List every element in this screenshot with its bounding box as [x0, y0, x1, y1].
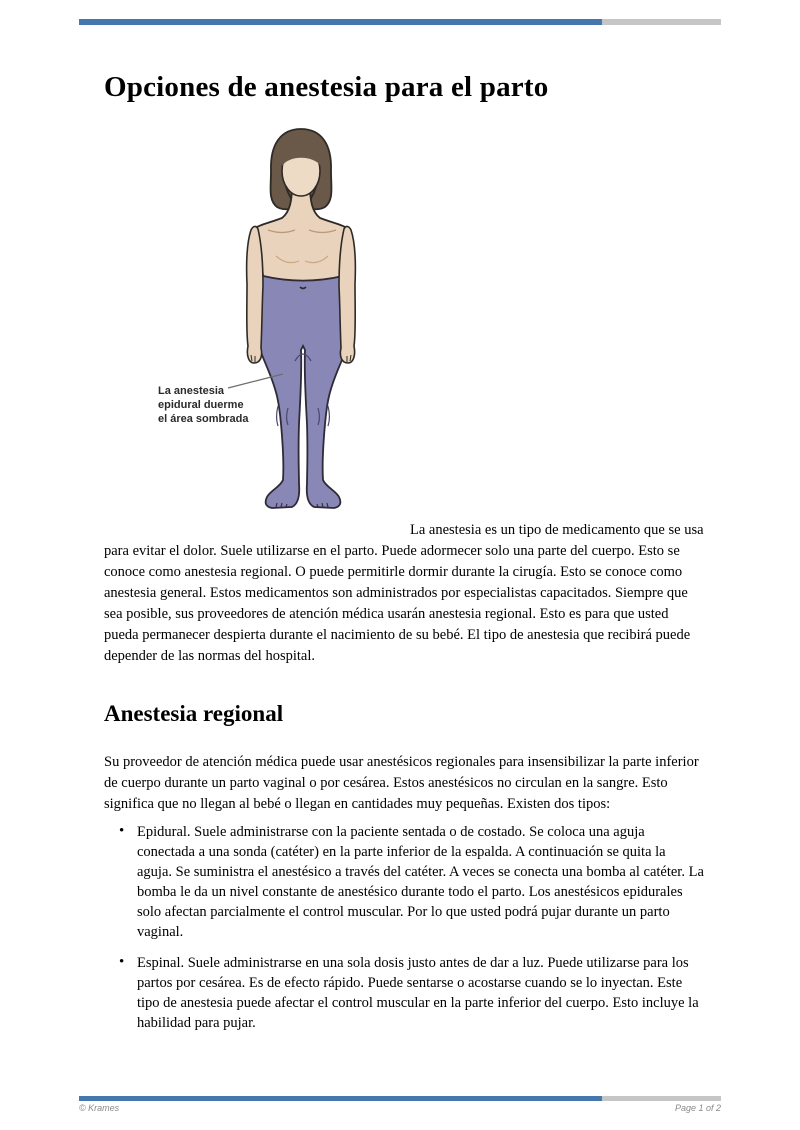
- page-number: Page 1 of 2: [674, 1103, 721, 1113]
- top-rule-bar: [79, 19, 721, 25]
- arm-left: [247, 226, 263, 363]
- woman-figure-illustration: [150, 124, 480, 522]
- top-rule-gray-segment: [602, 19, 721, 25]
- list-item-espinal: • Espinal. Suele administrarse en una sola dosis justo antes de dar a luz. Puede utilizarse para los partos por cesárea. Es de efecto rápido. Puede sentarse o acostarse cuando se lo inyectan. Este tipo de anestesia puede afectar el control muscular en la parte inferior del cuerpo. Esto incluye la habilidad para pujar.: [104, 953, 704, 1033]
- section-heading-anestesia-regional: Anestesia regional: [104, 701, 284, 727]
- copyright-text: © Krames: [79, 1103, 120, 1113]
- top-rule-blue-segment: [79, 19, 602, 25]
- section-paragraph: Su proveedor de atención médica puede usar anestésicos regionales para insensibilizar la parte inferior de cuerpo durante un parto vaginal o por cesárea. Estos anestésicos no circulan en la sangre. Esto significa que no llegan al bebé o llegan en cantidades muy pequeñas. Existen dos tipos:: [104, 753, 699, 812]
- footer-rule-blue-segment: [79, 1096, 602, 1101]
- anatomy-illustration: [150, 124, 480, 522]
- page-title: Opciones de anestesia para el parto: [104, 71, 549, 104]
- bullet-list: [104, 822, 704, 1044]
- list-item-epidural: • Epidural. Suele administrarse con la paciente sentada o de costado. Se coloca una aguja conectada a una sonda (catéter) en la parte inferior de la espalda. A continuación se quita la aguja. Se suministra el anestésico a través del catéter. A veces se conecta una bomba al catéter. La bomba le da un nivel constante de anestésico durante todo el parto. Los anestésicos epidurales solo afectan parcialmente el control muscular. Por lo que usted podrá pujar durante un parto vaginal.: [104, 822, 704, 942]
- footer-rule-gray-segment: [602, 1096, 721, 1101]
- figure-caption-line-1: La anestesia: [158, 385, 225, 397]
- page-footer: [79, 1103, 721, 1113]
- footer-rule-bar: [79, 1096, 721, 1101]
- shaded-lower-body: [254, 276, 352, 508]
- figure-caption-line-3: el área sombrada: [158, 413, 249, 425]
- figure-caption-line-2: epidural duerme: [158, 399, 244, 411]
- intro-paragraph: La anestesia es un tipo de medicamento que se usa para evitar el dolor. Suele utilizarse en el parto. Puede adormecer solo una parte del cuerpo. Esto se conoce como anestesia regional. O puede permitirle dormir durante la cirugía. Esto se conoce como anestesia general. Estos medicamentos son administrados por especialistas capacitados. Siempre que sea posible, sus proveedores de atención médica usarán anestesia regional. Esto es para que usted pueda permanecer despierta durante el nacimiento de su bebé. El tipo de anestesia que recibirá puede depender de las normas del hospital.: [104, 521, 704, 664]
- torso: [252, 186, 350, 281]
- arm-right: [339, 226, 355, 363]
